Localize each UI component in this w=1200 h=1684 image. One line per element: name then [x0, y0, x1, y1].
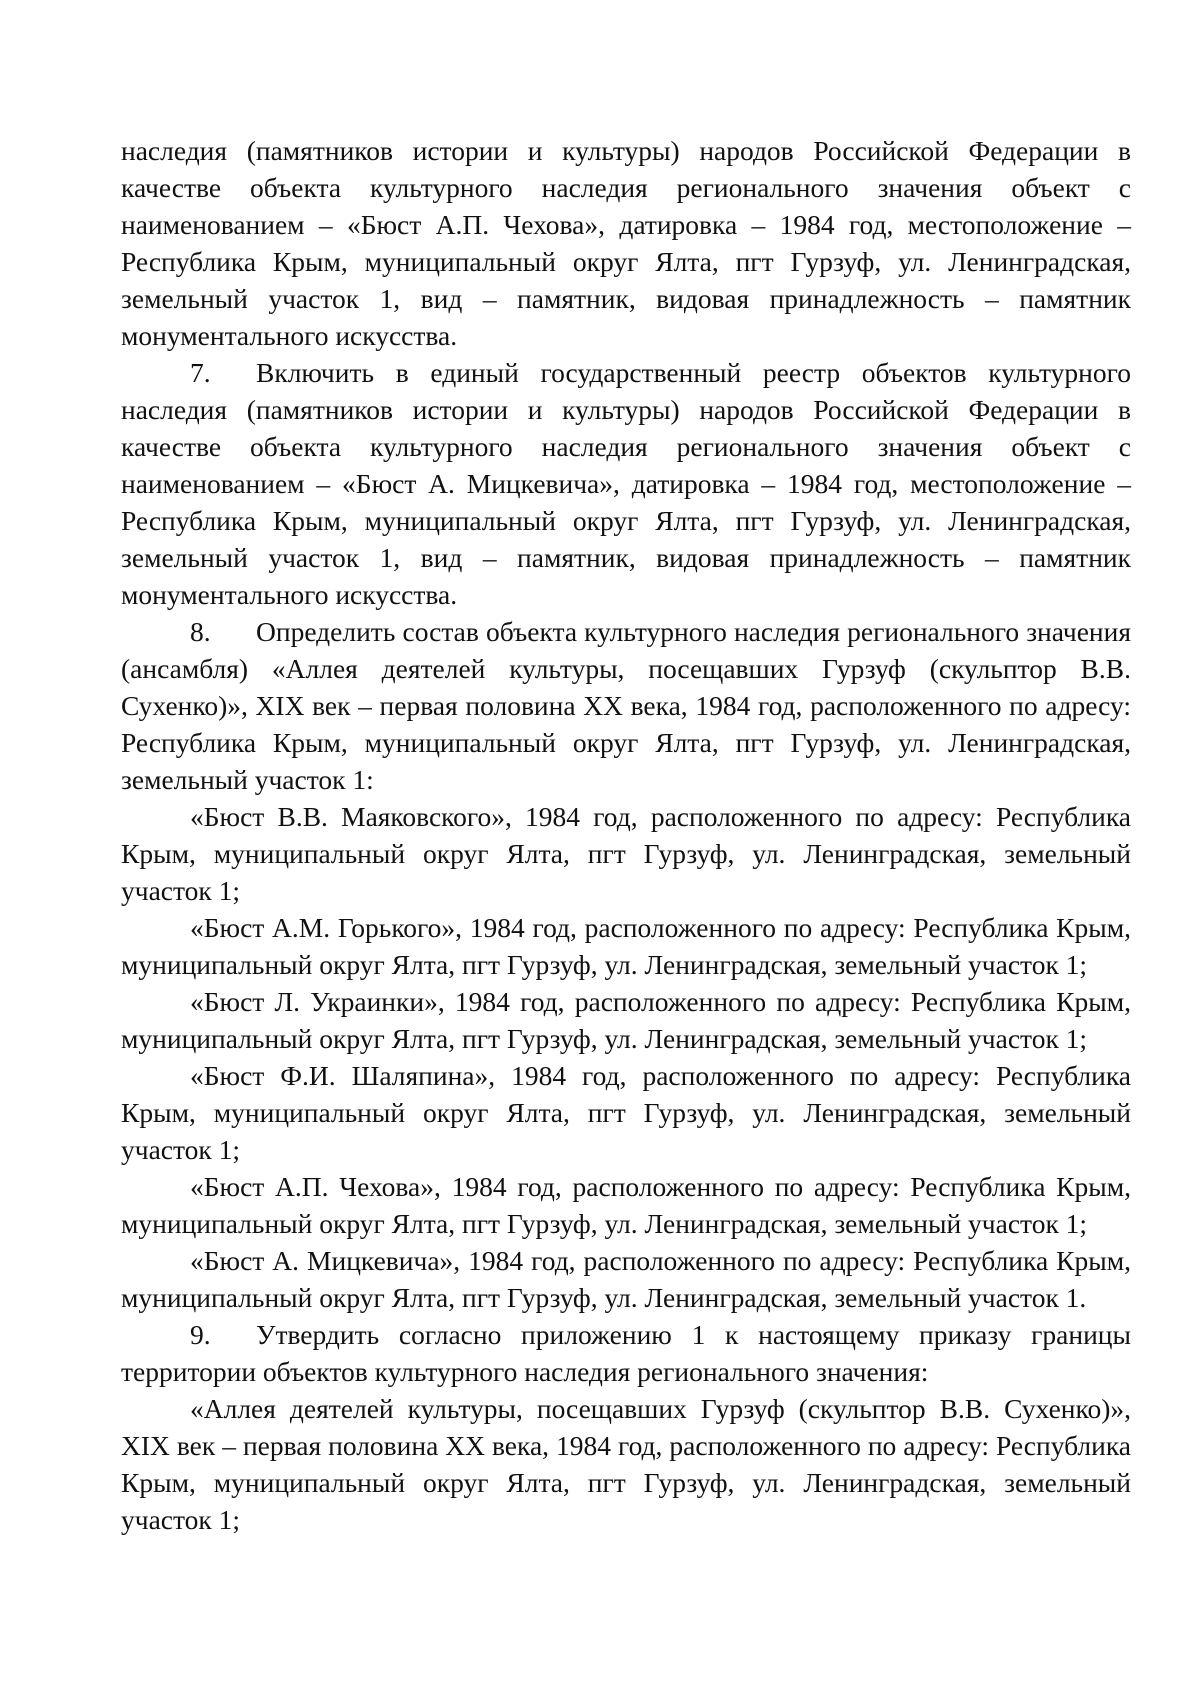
item-7-text: Включить в единый государственный реестр объектов культурного наследия (памятников истории и культуры) народов Российской Федерации в качестве объекта культурного наследия регионального значения объект с наименованием – «Бюст А. Мицкевича», датировка – 1984 год, местоположение – Республика Крым, муниципальный округ Ялта, пгт Гурзуф, ул. Ленинградская, земельный участок 1, вид – памятник, видовая принадлежность – памятник монументального искусства.	[121, 357, 1131, 610]
item-7-number: 7.	[190, 357, 211, 388]
subitem-mickiewicz: «Бюст А. Мицкевича», 1984 год, расположенного по адресу: Республика Крым, муниципальный округ Ялта, пгт Гурзуф, ул. Ленинградская, земельный участок 1.	[121, 1245, 1131, 1313]
item-8-number: 8.	[190, 616, 211, 647]
document-body	[121, 132, 1131, 1538]
item-8	[121, 613, 1131, 798]
subitem-alley: «Аллея деятелей культуры, посещавших Гурзуф (скульптор В.В. Сухенко)», XIX век – первая половина XX века, 1984 год, расположенного по адресу: Республика Крым, муниципальный округ Ялта, пгт Гурзуф, ул. Ленинградская, земельный участок 1;	[121, 1393, 1131, 1535]
item-8-text: Определить состав объекта культурного наследия регионального значения (ансамбля) «Аллея деятелей культуры, посещавших Гурзуф (скульптор В.В. Сухенко)», XIX век – первая половина XX века, 1984 год, расположенного по адресу: Республика Крым, муниципальный округ Ялта, пгт Гурзуф, ул. Ленинградская, земельный участок 1:	[121, 616, 1131, 795]
paragraph-continuation: наследия (памятников истории и культуры) народов Российской Федерации в качестве объекта культурного наследия регионального значения объект с наименованием – «Бюст А.П. Чехова», датировка – 1984 год, местоположение – Республика Крым, муниципальный округ Ялта, пгт Гурзуф, ул. Ленинградская, земельный участок 1, вид – памятник, видовая принадлежность – памятник монументального искусства.	[121, 135, 1131, 351]
subitem-shalyapin: «Бюст Ф.И. Шаляпина», 1984 год, расположенного по адресу: Республика Крым, муниципальный округ Ялта, пгт Гурзуф, ул. Ленинградская, земельный участок 1;	[121, 1060, 1131, 1165]
subitem-mayakovsky: «Бюст В.В. Маяковского», 1984 год, расположенного по адресу: Республика Крым, муниципальный округ Ялта, пгт Гурзуф, ул. Ленинградская, земельный участок 1;	[121, 801, 1131, 906]
item-9-number: 9.	[190, 1319, 211, 1350]
item-9	[121, 1316, 1131, 1390]
item-9-text: Утвердить согласно приложению 1 к настоящему приказу границы территории объектов культурного наследия регионального значения:	[121, 1319, 1131, 1387]
subitem-gorky: «Бюст А.М. Горького», 1984 год, расположенного по адресу: Республика Крым, муниципальный округ Ялта, пгт Гурзуф, ул. Ленинградская, земельный участок 1;	[121, 912, 1131, 980]
subitem-chekhov: «Бюст А.П. Чехова», 1984 год, расположенного по адресу: Республика Крым, муниципальный округ Ялта, пгт Гурзуф, ул. Ленинградская, земельный участок 1;	[121, 1171, 1131, 1239]
subitem-ukrainka: «Бюст Л. Украинки», 1984 год, расположенного по адресу: Республика Крым, муниципальный округ Ялта, пгт Гурзуф, ул. Ленинградская, земельный участок 1;	[121, 986, 1131, 1054]
item-7	[121, 354, 1131, 613]
